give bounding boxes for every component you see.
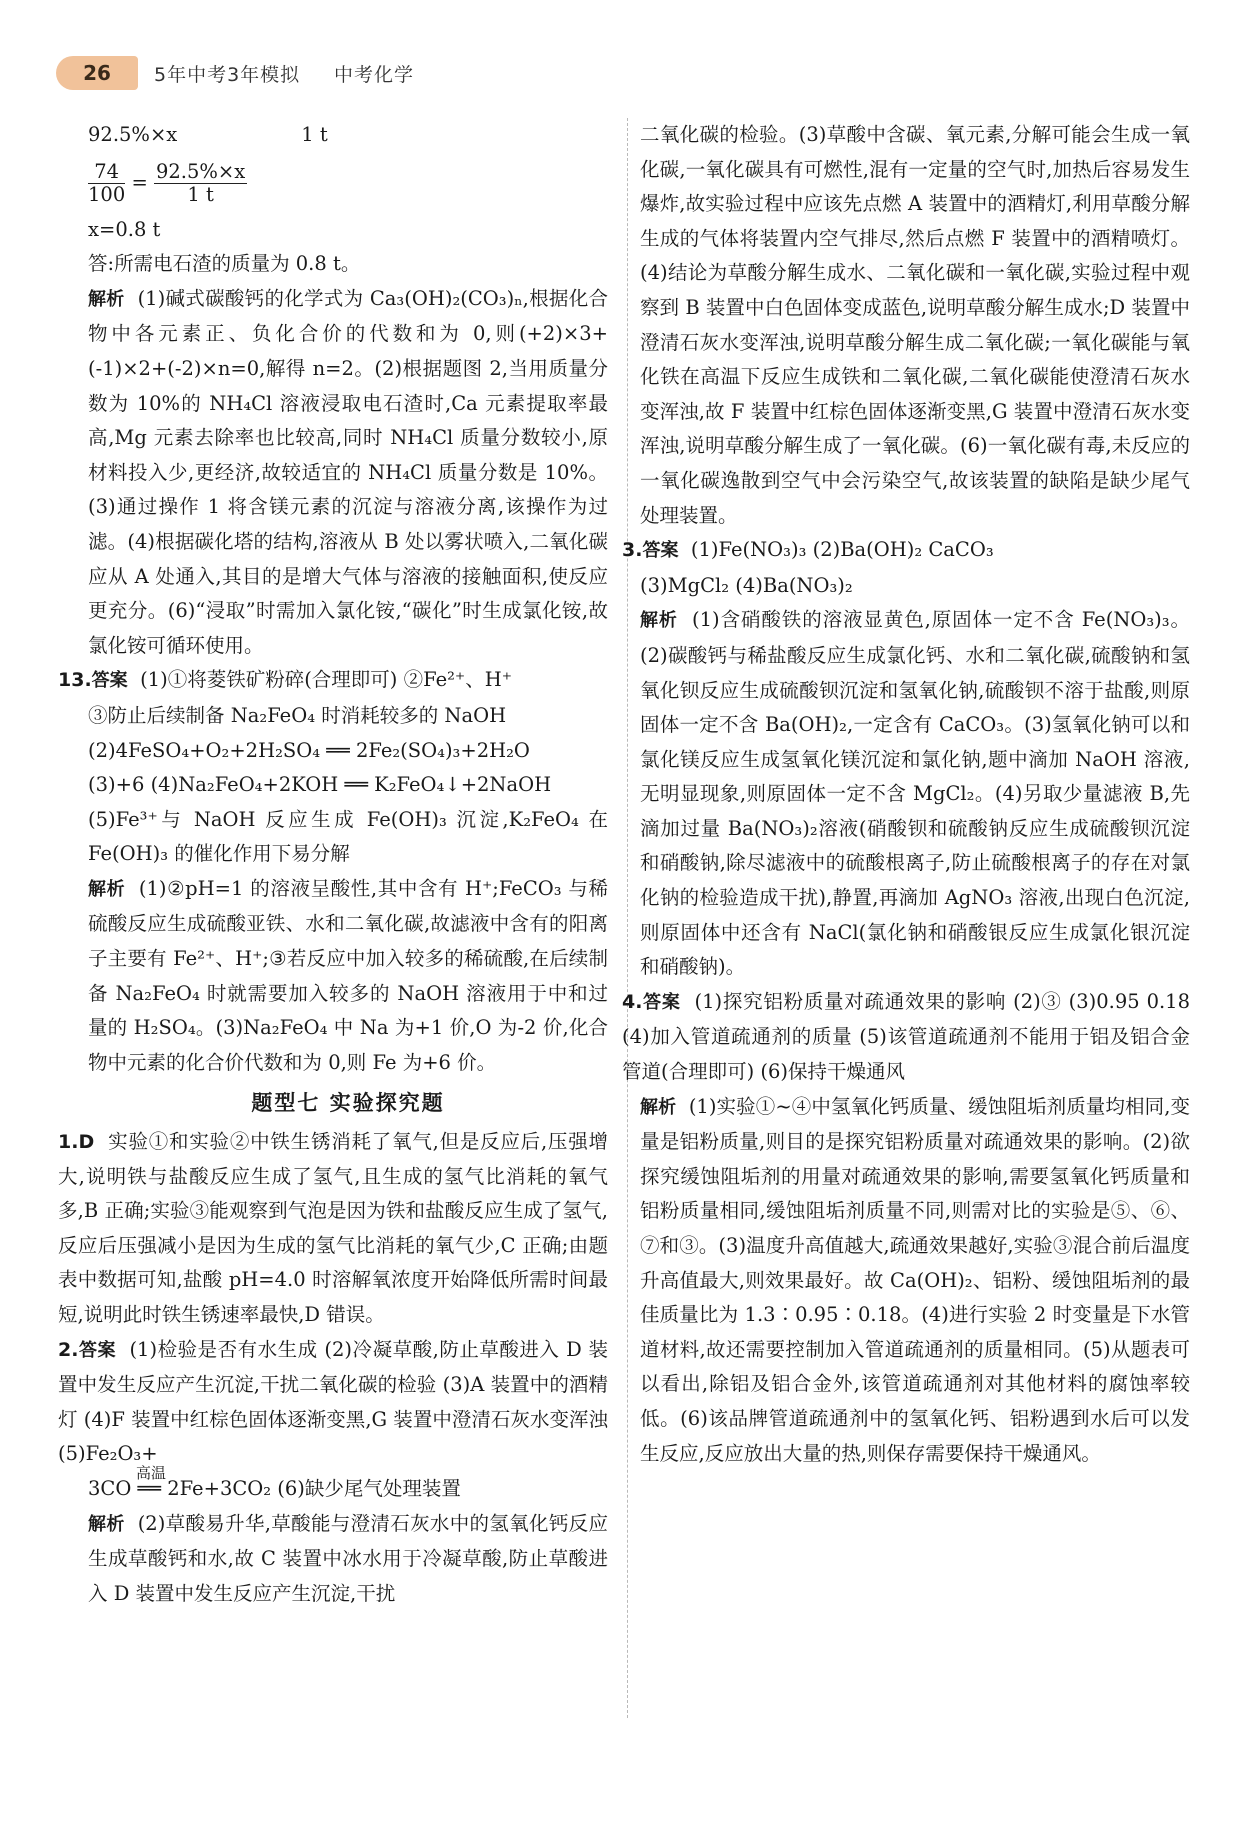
page-number: 26: [56, 56, 138, 90]
answer-line: (3)MgCl₂ (4)Ba(NO₃)₂: [640, 573, 853, 597]
fraction-denominator: 1 t: [187, 182, 214, 206]
q13-answer: [58, 663, 608, 699]
column-divider: [627, 118, 628, 1718]
left-column: [58, 118, 608, 1611]
answer-text: (1)探究铝粉质量对疏通效果的影响 (2)③ (3)0.95 0.18 (4)加入管道疏通剂的质量 (5)该管道疏通剂不能用于铝及铝合金管道(合理即可) (6)保持干燥通风: [622, 989, 1190, 1084]
fraction-2: [154, 161, 247, 206]
explanation-text: (1)含硝酸铁的溶液显黄色,原固体一定不含 Fe(NO₃)₃。(2)碳酸钙与稀盐酸反应生成氯化钙、水和二氧化碳,硫酸钠和氢氧化钡反应生成硫酸钡沉淀和氢氧化钠,硫酸钡不溶于盐酸,则原固体一定不含 Ba(OH)₂,一定含有 CaCO₃。(3)氢氧化钠可以和氯化镁反应生成氢氧化镁沉淀和氯化钠,题中滴加 NaOH 溶液,无明显现象,则原固体一定不含 MgCl₂。(4)另取少量滤液 B,先滴加过量 Ba(NO₃)₂溶液(硝酸钡和硫酸钠反应生成硫酸钡沉淀和硝酸钠,除尽滤液中的硫酸根离子,防止硫酸根离子的存在对氯化钠的检验造成干扰),静置,再滴加 AgNO₃ 溶液,出现白色沉淀,则原固体中还含有 NaCl(氯化钠和硝酸银反应生成氯化银沉淀和硝酸钠)。: [640, 608, 1191, 979]
explanation-text: (2)草酸易升华,草酸能与澄清石灰水中的氢氧化钙反应生成草酸钙和水,故 C 装置中冰水用于冷凝草酸,防止草酸进入 D 装置中发生反应产生沉淀,干扰: [88, 1511, 608, 1605]
answer-text: (1)Fe(NO₃)₃ (2)Ba(OH)₂ CaCO₃: [690, 538, 994, 562]
q2-explanation: [88, 1507, 608, 1612]
x-result: x=0.8 t: [88, 217, 161, 241]
q3-answer: [622, 533, 1190, 569]
question-number: 2.: [58, 1338, 79, 1361]
book-title: 5年中考3年模拟: [154, 64, 301, 86]
q3-explanation: [640, 603, 1190, 985]
equals-sign: =: [131, 170, 148, 194]
explanation-label: 解析: [88, 1513, 125, 1535]
answer-label: 答案: [642, 991, 681, 1013]
fraction-1: [88, 161, 125, 206]
subject-title: 中考化学: [334, 64, 415, 86]
page-header: [56, 52, 1216, 92]
answer-text: 实验①和实验②中铁生锈消耗了氧气,但是反应后,压强增大,说明铁与盐酸反应生成了氢气,且生成的氢气比消耗的氧气多,B 正确;实验③能观察到气泡是因为铁和盐酸反应生成了氢气,反应后压强减小是因为生成的氢气比消耗的氧气少,C 正确;由题表中数据可知,盐酸 pH=4.0 时溶解氧浓度开始降低所需时间最短,说明此时铁生锈速率最快,D 错误。: [58, 1130, 608, 1326]
answer-line: 答:所需电石渣的质量为 0.8 t。: [88, 252, 361, 276]
answer-text: (1)检验是否有水生成 (2)冷凝草酸,防止草酸进入 D 装置中发生反应产生沉淀,干扰二氧化碳的检验 (3)A 装置中的酒精灯 (4)F 装置中红棕色固体逐渐变黑,G 装置中澄清石灰水变浑浊 (5)Fe₂O₃+: [58, 1337, 608, 1466]
explanation-text: (1)碱式碳酸钙的化学式为 Ca₃(OH)₂(CO₃)ₙ,根据化合物中各元素正、负化合价的代数和为 0,则(+2)×3+(-1)×2+(-2)×n=0,解得 n=2。(2)根据题图 2,当用质量分数为 10%的 NH₄Cl 溶液浸取电石渣时,Ca 元素提取率最高,Mg 元素去除率也比较高,同时 NH₄Cl 质量分数较小,原材料投入少,更经济,故较适宜的 NH₄Cl 质量分数是 10%。(3)通过操作 1 将含镁元素的沉淀与溶液分离,该操作为过滤。(4)根据碳化塔的结构,溶液从 B 处以雾状喷入,二氧化碳应从 A 处通入,其目的是增大气体与溶液的接触面积,使反应更充分。(6)“浸取”时需加入氯化铵,“碳化”时生成氯化铵,故氯化铵可循环使用。: [88, 286, 608, 657]
q2-answer: [58, 1333, 608, 1472]
answer-line: ③防止后续制备 Na₂FeO₄ 时消耗较多的 NaOH: [88, 703, 507, 727]
q4-answer: [622, 985, 1190, 1090]
fraction-numerator: 92.5%×x: [155, 159, 246, 183]
explanation-label: 解析: [88, 878, 126, 900]
answer-text: (1)①将菱铁矿粉碎(合理即可) ②Fe²⁺、H⁺: [140, 668, 513, 692]
q12-explanation: [88, 282, 608, 664]
explanation-label: 解析: [640, 610, 678, 632]
answer-label: 答案: [642, 540, 679, 562]
explanation-text: (1)②pH=1 的溶液呈酸性,其中含有 H⁺;FeCO₃ 与稀硫酸反应生成硫酸亚铁、水和二氧化碳,故滤液中含有的阳离子主要有 Fe²⁺、H⁺;③若反应中加入较多的稀硫酸,在后续制备 Na₂FeO₄ 时就需要加入较多的 NaOH 溶液用于中和过量的 H₂SO₄。(3)Na₂FeO₄ 中 Na 为+1 价,O 为-2 价,化合物中元素的化合价代数和为 0,则 Fe 为+6 价。: [88, 876, 608, 1074]
fraction-denominator: 100: [88, 182, 126, 206]
answer-line: (5)Fe³⁺与 NaOH 反应生成 Fe(OH)₃ 沉淀,K₂FeO₄ 在 Fe(OH)₃ 的催化作用下易分解: [88, 807, 608, 866]
equation-line: (2)4FeSO₄+O₂+2H₂SO₄ ══ 2Fe₂(SO₄)₃+2H₂O: [88, 738, 530, 762]
equation-line: [88, 1463, 608, 1507]
equation-line: (3)+6 (4)Na₂FeO₄+2KOH ══ K₂FeO₄↓+2NaOH: [88, 773, 552, 797]
q1-answer: [58, 1125, 608, 1333]
q2-explanation-continued: 二氧化碳的检验。(3)草酸中含碳、氧元素,分解可能会生成一氧化碳,一氧化碳具有可燃性,混有一定量的空气时,加热后容易发生爆炸,故实验过程中应该先点燃 A 装置中的酒精灯,利用草酸分解生成的气体将装置内空气排尽,然后点燃 F 装置中的酒精喷灯。(4)结论为草酸分解生成水、二氧化碳和一氧化碳,实验过程中观察到 B 装置中白色固体变成蓝色,说明草酸分解生成水;D 装置中澄清石灰水变浑浊,说明草酸分解生成二氧化碳;一氧化碳能与氧化铁在高温下反应生成铁和二氧化碳,二氧化碳能使澄清石灰水变浑浊,故 F 装置中红棕色固体逐渐变黑,G 装置中澄清石灰水变浑浊,说明草酸分解生成了一氧化碳。(6)一氧化碳有毒,未反应的一氧化碳逸散到空气中会污染空气,故该装置的缺陷是缺少尾气处理装置。: [640, 123, 1190, 527]
fraction-numerator: 74: [88, 161, 125, 184]
reaction-equation: 3CO ══ 2Fe+3CO₂ (6)缺少尾气处理装置: [88, 1476, 461, 1500]
fraction-equation: [88, 153, 608, 213]
q4-explanation: [640, 1090, 1190, 1472]
answer-label: 答案: [78, 1339, 116, 1361]
explanation-label: 解析: [640, 1096, 677, 1118]
answer-label: 答案: [91, 670, 128, 692]
section-title: 题型七 实验探究题: [251, 1091, 445, 1116]
reaction-condition: 高温: [136, 1463, 167, 1482]
question-number: 1.D: [58, 1131, 95, 1154]
explanation-label: 解析: [88, 288, 125, 310]
calc-line: 92.5%×x 1 t: [88, 123, 328, 146]
question-number: 3.: [622, 539, 643, 562]
question-number: 13.: [58, 669, 92, 692]
explanation-text: (1)实验①~④中氢氧化钙质量、缓蚀阻垢剂质量均相同,变量是铝粉质量,则目的是探究铝粉质量对疏通效果的影响。(2)欲探究缓蚀阻垢剂的用量对疏通效果的影响,需要氢氧化钙质量和铝粉质量相同,缓蚀阻垢剂质量不同,则需对比的实验是⑤、⑥、⑦和③。(3)温度升高值越大,疏通效果越好,实验③混合前后温度升高值最大,则效果最好。故 Ca(OH)₂、铝粉、缓蚀阻垢剂的最佳质量比为 1.3∶0.95∶0.18。(4)进行实验 2 时变量是下水管道材料,故还需要控制加入管道疏通剂的质量相同。(5)从题表可以看出,除铝及铝合金外,该管道疏通剂对其他材料的腐蚀率较低。(6)该品牌管道疏通剂中的氢氧化钙、铝粉遇到水后可以发生反应,反应放出大量的热,则保存需要保持干燥通风。: [640, 1094, 1190, 1465]
right-column: [622, 118, 1191, 1471]
q13-explanation: [88, 872, 608, 1081]
question-number: 4.: [622, 990, 643, 1013]
